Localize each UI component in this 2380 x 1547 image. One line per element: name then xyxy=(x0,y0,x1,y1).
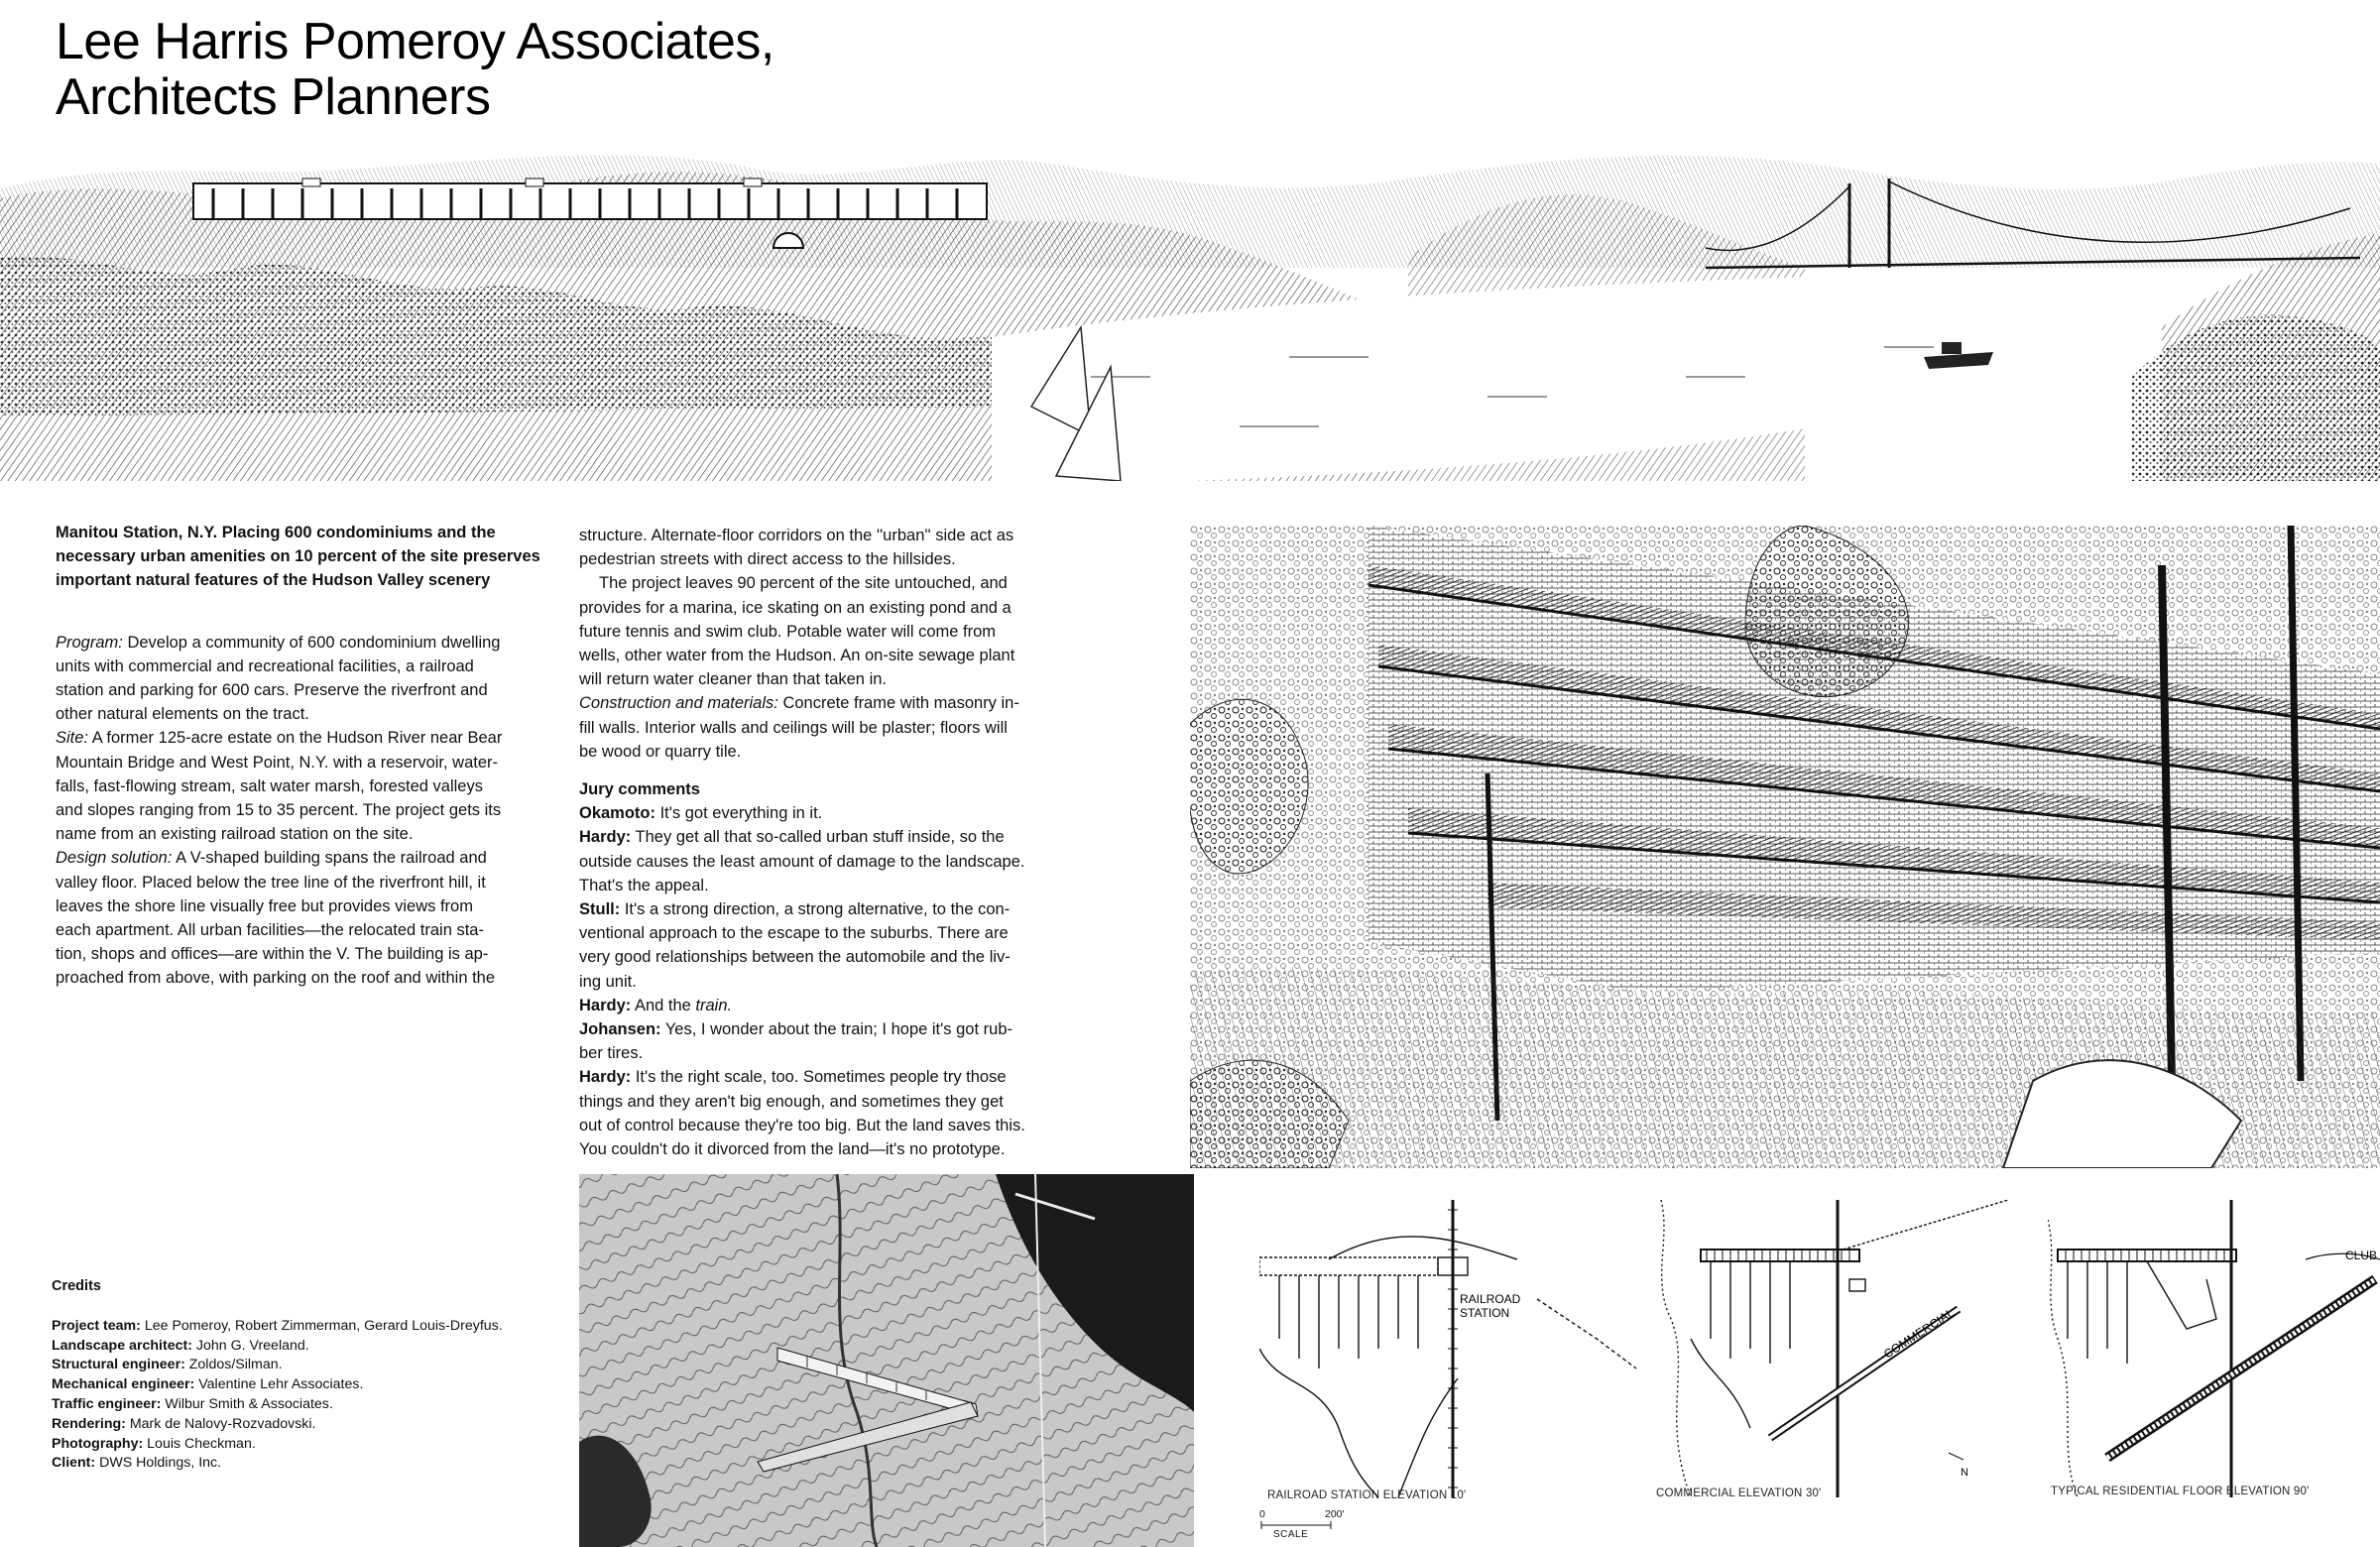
scale-max: 200' xyxy=(1325,1508,1345,1520)
title-line-2: Architects Planners xyxy=(56,68,491,126)
text-line: each apartment. All urban facilities—the relocated train sta- xyxy=(56,921,484,940)
text-line: provides for a marina, ice skating on an existing pond and a xyxy=(579,598,1012,617)
station-label: STATION xyxy=(1460,1306,1510,1320)
text-line: structure. Alternate-floor corridors on the ''urban'' side act as xyxy=(579,527,1014,544)
credits-heading: Credits xyxy=(52,1278,101,1294)
caption-commercial: COMMERCIAL ELEVATION 30' xyxy=(1656,1488,1822,1499)
text-line: The project leaves 90 percent of the site untouched, and xyxy=(599,574,1008,593)
lead-line: necessary urban amenities on 10 percent of the site preserves xyxy=(56,547,540,566)
text-line: other natural elements on the tract. xyxy=(56,705,309,724)
text-line: Design solution: A V-shaped building spans the railroad and xyxy=(56,849,487,868)
text-line: wells, other water from the Hudson. An on-site sewage plant xyxy=(579,647,1015,665)
column-2 xyxy=(579,524,1081,1161)
text-line: leaves the shore line visually free but provides views from xyxy=(56,896,473,915)
commercial-label: COMMERCIAL xyxy=(1881,1305,1957,1362)
text-line: will return water cleaner than that taken in. xyxy=(579,670,887,689)
caption-typical-floor: TYPICAL RESIDENTIAL FLOOR ELEVATION 90' xyxy=(2051,1486,2310,1497)
text-line: Construction and materials: Concrete frame with masonry in- xyxy=(579,694,1019,713)
text-line: station and parking for 600 cars. Preserve the riverfront and xyxy=(56,681,488,700)
text-line: units with commercial and recreational facilities, a railroad xyxy=(56,656,474,675)
credits xyxy=(52,1277,567,1474)
jury-line: out of control because they're too big. But the land saves this. xyxy=(579,1116,1025,1134)
jury-line: Johansen: Yes, I wonder about the train; I hope it's got rub- xyxy=(579,1020,1012,1039)
jury-line: Hardy: They get all that so-called urban stuff inside, so the xyxy=(579,828,1005,847)
jury-line: ventional approach to the escape to the suburbs. There are xyxy=(579,924,1009,943)
jury-line: things and they aren't big enough, and sometimes they get xyxy=(579,1092,1004,1111)
text-line: and slopes ranging from 15 to 35 percent. The project gets its xyxy=(56,801,502,820)
text-line: pedestrian streets with direct access to the hillsides. xyxy=(579,550,956,569)
jury-line: outside causes the least amount of damage to the landscape. xyxy=(579,852,1025,871)
credit-row: Traffic engineer: Wilbur Smith & Associates. xyxy=(52,1395,333,1412)
lead-line: Manitou Station, N.Y. Placing 600 condominiums and the xyxy=(56,524,496,541)
jury-line: ber tires. xyxy=(579,1044,644,1063)
jury-line: Hardy: It's the right scale, too. Sometimes people try those xyxy=(579,1068,1007,1087)
credit-row: Landscape architect: John G. Vreeland. xyxy=(52,1337,309,1354)
credit-row: Mechanical engineer: Valentine Lehr Associates. xyxy=(52,1376,364,1393)
text-line: Site: A former 125-acre estate on the Hudson River near Bear xyxy=(56,729,503,748)
caption-railroad-station: RAILROAD STATION ELEVATION 10' xyxy=(1267,1489,1467,1501)
page-title xyxy=(56,14,948,125)
credit-row: Project team: Lee Pomeroy, Robert Zimmerman, Gerard Louis-Dreyfus. xyxy=(52,1317,503,1334)
column-1 xyxy=(56,521,559,991)
site-model-photo xyxy=(579,1174,1194,1547)
north-label: N xyxy=(1961,1467,1968,1479)
jury-line: Stull: It's a strong direction, a strong alternative, to the con- xyxy=(579,900,1011,919)
jury-line: very good relationships between the automobile and the liv- xyxy=(579,948,1011,967)
lead-paragraph xyxy=(56,521,559,593)
jury-line: ing unit. xyxy=(579,972,637,991)
jury-line: Hardy: And the train. xyxy=(579,996,733,1014)
hudson-valley-panorama xyxy=(0,139,2380,481)
scale-zero: 0 xyxy=(1259,1508,1265,1520)
text-line: valley floor. Placed below the tree line of the riverfront hill, it xyxy=(56,873,486,892)
text-line: tion, shops and offices—are within the V. The building is ap- xyxy=(56,945,489,964)
plan-typical-floor xyxy=(2048,1200,2380,1497)
text-line: Mountain Bridge and West Point, N.Y. with a reservoir, water- xyxy=(56,753,499,772)
lead-line: important natural features of the Hudson Valley scenery xyxy=(56,571,491,590)
plan-railroad-station xyxy=(1259,1200,1666,1497)
plan-commercial xyxy=(1651,1200,2028,1497)
text-line: falls, fast-flowing stream, salt water marsh, forested valleys xyxy=(56,776,483,795)
jury-heading: Jury comments xyxy=(579,780,700,799)
title-line-1: Lee Harris Pomeroy Associates, xyxy=(56,13,774,70)
credit-row: Rendering: Mark de Nalovy-Rozvadovski. xyxy=(52,1415,316,1432)
jury-line: You couldn't do it divorced from the land—it's no prototype. xyxy=(579,1140,1006,1159)
credit-row: Photography: Louis Checkman. xyxy=(52,1435,256,1452)
text-line: Program: Develop a community of 600 condominium dwelling xyxy=(56,633,501,652)
railroad-label: RAILROAD xyxy=(1460,1292,1521,1306)
text-line: proached from above, with parking on the roof and within the xyxy=(56,969,496,988)
jury-line: Okamoto: It's got everything in it. xyxy=(579,804,823,823)
program-text xyxy=(56,631,559,991)
text-line: fill walls. Interior walls and ceilings will be plaster; floors will xyxy=(579,718,1008,737)
club-label: CLUB xyxy=(2345,1249,2378,1262)
scale-label: SCALE xyxy=(1273,1529,1309,1540)
text-line: future tennis and swim club. Potable water will come from xyxy=(579,622,997,641)
building-rendering xyxy=(1190,526,2380,1168)
text-line: be wood or quarry tile. xyxy=(579,742,742,761)
credit-row: Client: DWS Holdings, Inc. xyxy=(52,1455,222,1472)
text-line: name from an existing railroad station on the site. xyxy=(56,825,414,844)
jury-line: That's the appeal. xyxy=(579,876,709,894)
credit-row: Structural engineer: Zoldos/Silman. xyxy=(52,1357,283,1373)
